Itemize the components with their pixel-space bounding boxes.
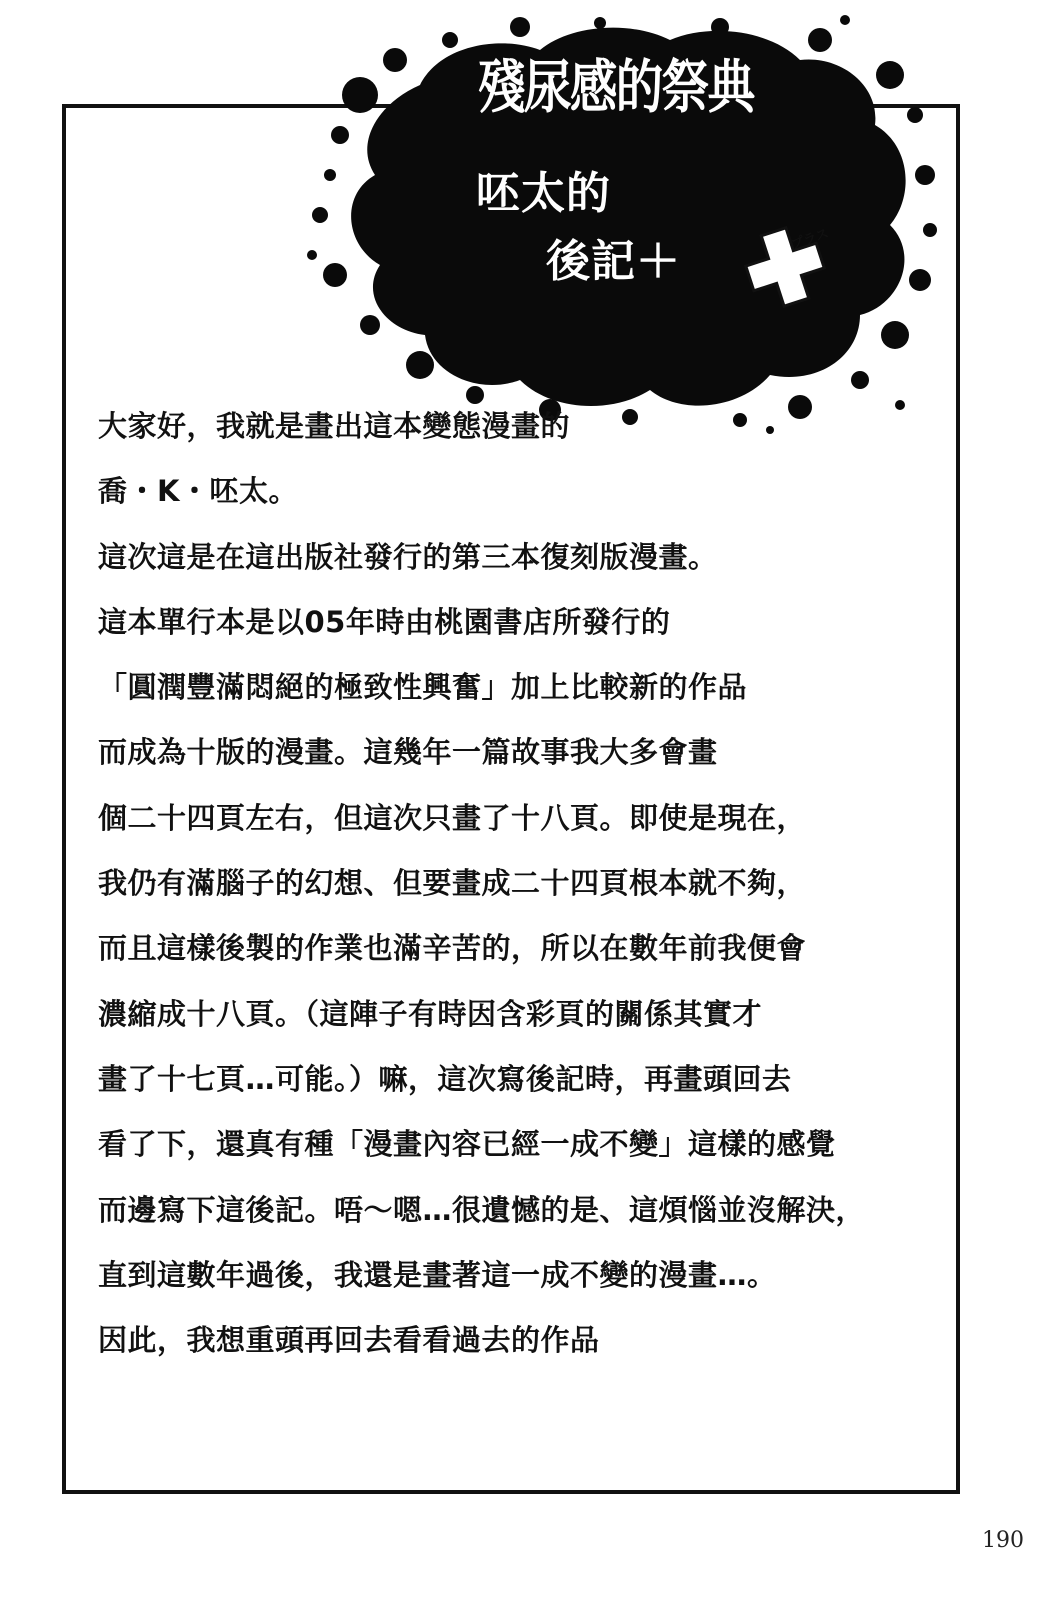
body-line: 而邊寫下這後記。唔～嗯…很遺憾的是、這煩惱並沒解決，: [98, 1192, 866, 1227]
afterword-author: 呸太的: [476, 168, 611, 219]
body-line: 而成為十版的漫畫。這幾年一篇故事我大多會畫: [98, 735, 718, 770]
body-line: 「圓潤豐滿悶絕的極致性興奮」加上比較新的作品: [98, 670, 748, 705]
body-line: 因此，我想重頭再回去看看過去的作品: [98, 1323, 600, 1358]
body-line: 濃縮成十八頁。（這陣子有時因含彩頁的關係其實才: [98, 996, 763, 1031]
body-line: 看了下，還真有種「漫畫內容已經一成不變」這樣的感覺: [98, 1127, 836, 1162]
body-line: 而且這樣後製的作業也滿辛苦的，所以在數年前我便會: [98, 931, 807, 966]
body-line: 這本單行本是以05年時由桃園書店所發行的: [98, 604, 671, 639]
body-line: 我仍有滿腦子的幻想、但要畫成二十四頁根本就不夠，: [98, 866, 807, 901]
body-line: 喬・K・呸太。: [98, 474, 298, 509]
page-number: 190: [982, 1528, 1024, 1553]
body-line: 大家好，我就是畫出這本變態漫畫的: [98, 409, 571, 443]
afterword-heading: 後記＋: [546, 236, 681, 287]
plus-badge-label: プラス: [789, 226, 830, 253]
book-title: 殘尿感的祭典: [478, 53, 754, 121]
body-line: 這次這是在這出版社發行的第三本復刻版漫畫。: [98, 539, 718, 574]
plus-badge-icon: [740, 222, 830, 312]
body-line: 畫了十七頁…可能。）嘛，這次寫後記時，再畫頭回去: [98, 1061, 792, 1096]
body-line: 個二十四頁左右，但這次只畫了十八頁。即使是現在，: [98, 800, 807, 835]
body-line: 直到這數年過後，我還是畫著這一成不變的漫畫…。: [98, 1257, 777, 1292]
afterword-body: [98, 409, 938, 1391]
